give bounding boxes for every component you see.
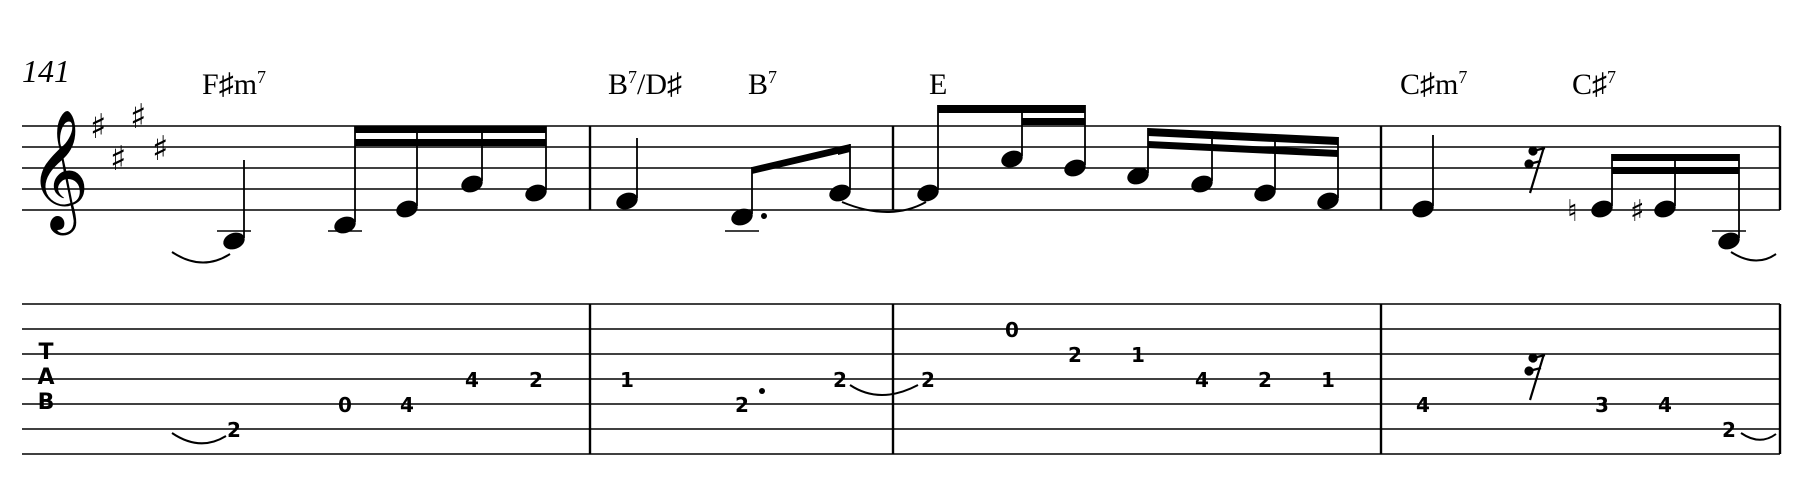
svg-text:T: T (38, 340, 54, 365)
fret-number: 1 (1321, 368, 1335, 392)
treble-clef-icon: 𝄞 (28, 108, 90, 230)
fret-number: 4 (1416, 393, 1430, 417)
svg-text:B: B (37, 390, 55, 415)
natural-icon: ♮ (1567, 194, 1578, 229)
beam (1022, 118, 1085, 125)
fret-number: 1 (620, 368, 634, 392)
fret-number: 2 (227, 418, 241, 442)
chord-symbol: $B^7$ (748, 67, 778, 101)
fret-number: 1 (1131, 343, 1145, 367)
fret-number: 2 (1258, 368, 1272, 392)
sharp-icon: ♯ (110, 139, 127, 179)
fret-number: 2 (529, 368, 543, 392)
fret-number: 2 (1722, 418, 1736, 442)
beam (752, 144, 850, 174)
fret-number: 4 (400, 393, 414, 417)
chord-symbol: $B^7/D♯$ (608, 67, 683, 101)
sharp-icon: ♯ (90, 107, 107, 147)
fret-number: 2 (921, 368, 935, 392)
tab-clef (37, 340, 54, 415)
fret-number: 3 (1595, 393, 1609, 417)
sharp-icon: ♯ (1630, 194, 1645, 229)
sharp-icon: ♯ (130, 97, 147, 137)
beam (1612, 154, 1739, 161)
fret-number: 4 (1658, 393, 1672, 417)
beam (938, 105, 1085, 113)
fret-number: 2 (1068, 343, 1082, 367)
sharp-icon: ♯ (152, 129, 169, 169)
fret-number: 4 (1195, 368, 1209, 392)
beam (355, 139, 546, 146)
beam (355, 126, 546, 133)
stems (244, 105, 1739, 238)
sixteenth-rest-icon (1526, 147, 1546, 193)
fret-number: 0 (1005, 318, 1019, 342)
chord-symbol: $C♯m^7$ (1400, 67, 1468, 101)
notation-staff (22, 126, 1780, 210)
tab-rhythm-dot (759, 388, 765, 394)
noteheads (221, 148, 1742, 253)
svg-text:A: A (37, 365, 55, 390)
chord-symbol: E (929, 68, 948, 101)
tab-sixteenth-rest-icon (1526, 354, 1546, 400)
chord-symbols (202, 67, 1616, 101)
beam (1612, 167, 1739, 174)
chord-symbol: C♯$^7$ (1572, 67, 1617, 101)
tab-staff (22, 304, 1780, 429)
fret-number: 0 (338, 393, 352, 417)
fret-number: 2 (833, 368, 847, 392)
fret-number: 4 (465, 368, 479, 392)
tab-fret-numbers (227, 318, 1736, 442)
fret-number: 2 (735, 393, 749, 417)
measure-number: 141 (22, 53, 70, 89)
chord-symbol: $F♯m^7$ (202, 67, 267, 101)
augmentation-dot (761, 213, 767, 219)
key-signature (90, 97, 168, 179)
